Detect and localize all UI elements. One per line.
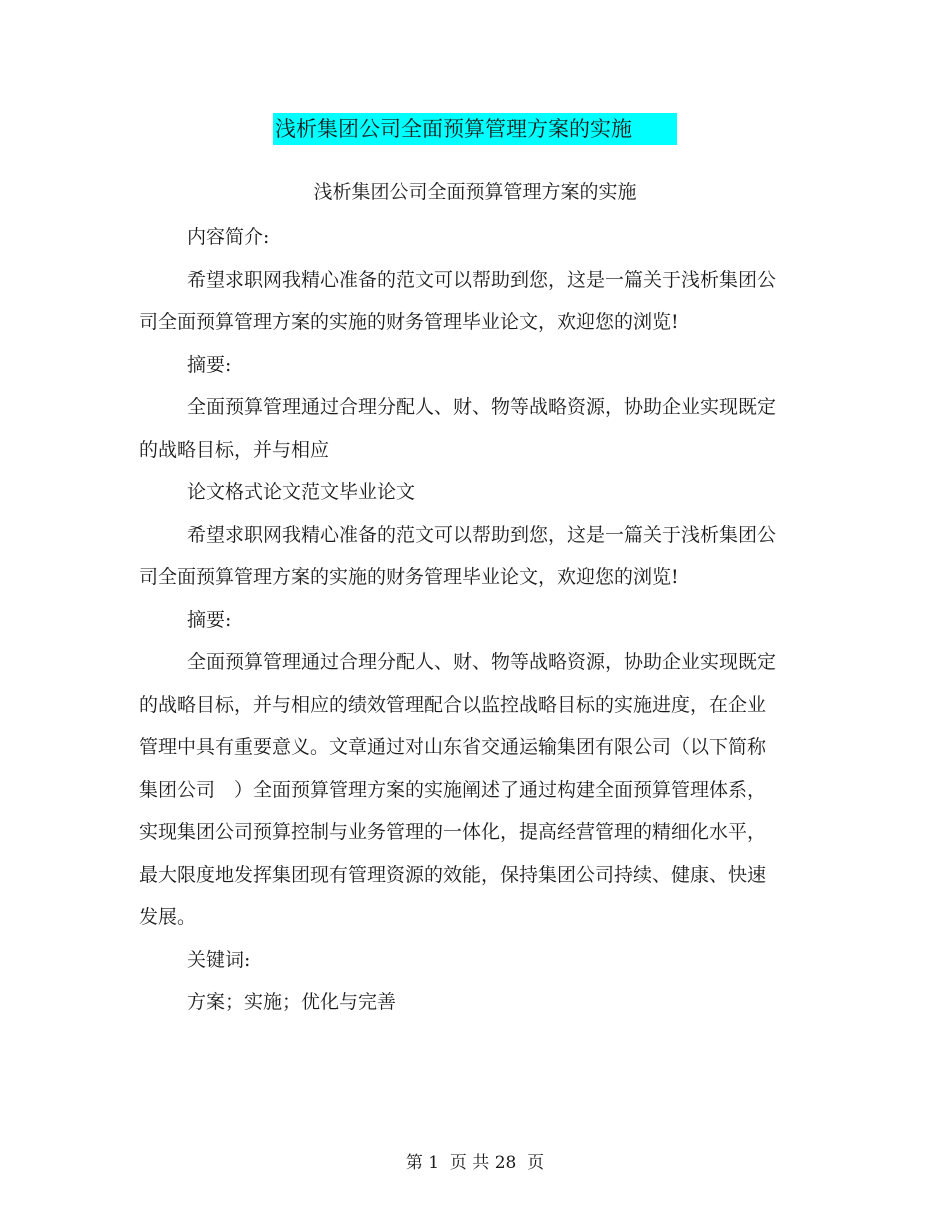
abstract-excerpt: 全面预算管理通过合理分配人、财、物等战略资源，协助企业实现既定的战略目标，并与相应 (139, 396, 777, 461)
intro-label: 内容简介: (187, 226, 270, 248)
abstract-label-repeat: 摘要: (187, 608, 232, 631)
intro-paragraph-repeat: 希望求职网我精心准备的范文可以帮助到您，这是一篇关于浅析集团公司全面预算管理方案的实施的财务管理毕业论文，欢迎您的浏览! (139, 523, 777, 588)
intro-paragraph: 希望求职网我精心准备的范文可以帮助到您，这是一篇关于浅析集团公司全面预算管理方案的实施的财务管理毕业论文，欢迎您的浏览! (139, 268, 777, 333)
abstract-full-paragraph: 全面预算管理通过合理分配人、财、物等战略资源，协助企业实现既定的战略目标，并与相应的绩效管理配合以监控战略目标的实施进度，在企业管理中具有重要意义。文章通过对山东省交通运输集团有限公司（以下简称 集团公司 ）全面预算管理方案的实施阐述了通过构建全面预算管理体系，实现集团公司预算控制与业务管理的一体化，提高经营管理的精细化水平，最大限度地发挥集团现有管理资源的效能，保持集团公司持续、健康、快速发展。 (139, 651, 786, 928)
title-row (0, 113, 950, 145)
keywords-list: 方案；实施；优化与完善 (187, 991, 397, 1013)
abstract-label: 摘要: (187, 353, 232, 376)
page-number-footer: 第 1 页 共 28 页 (405, 1153, 545, 1173)
document-body (139, 216, 786, 1024)
category-line: 论文格式论文范文毕业论文 (187, 481, 416, 503)
highlighted-title: 浅析集团公司全面预算管理方案的实施 (273, 113, 677, 145)
keywords-label: 关键词: (187, 948, 251, 971)
document-subtitle: 浅析集团公司全面预算管理方案的实施 (313, 181, 637, 203)
